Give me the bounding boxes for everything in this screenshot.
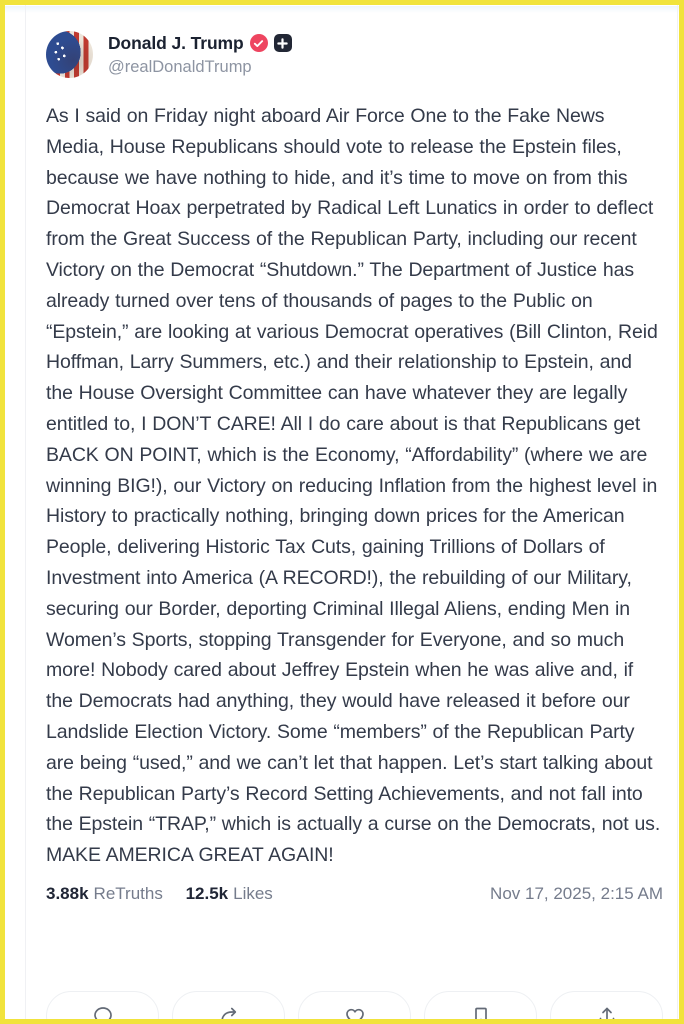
share-button[interactable] [550,991,663,1024]
reply-button[interactable] [46,991,159,1024]
retruth-icon [218,1005,240,1024]
likes-count[interactable]: 12.5k [185,883,229,903]
heart-icon [344,1005,366,1024]
actions-row [46,991,663,1024]
bookmark-icon [470,1005,492,1024]
retruths-stat[interactable] [46,884,163,903]
author-name-row [108,33,292,54]
stats-left [46,884,273,904]
share-icon [596,1005,618,1024]
post-body: As I said on Friday night aboard Air Force One to the Fake News Media, House Republicans should vote to release the Epstein files, because we have nothing to hide, and it’s time to move on from this Democrat Hoax perpetrated by Radical Left Lunatics in order to deflect from the Great Success of the Republican Party, including our recent Victory on the Democrat “Shutdown.” The Department of Justice has already turned over tens of thousands of pages to the Public on “Epstein,” are looking at various Democrat operatives (Bill Clinton, Reid Hoffman, Larry Summers, etc.) and their relationship to Epstein, and the House Oversight Committee can have whatever they are legally entitled to, I DON’T CARE! All I do care about is that Republicans get BACK ON POINT, which is the Economy, “Affordability” (where we are winning BIG!), our Victory on reducing Inflation from the highest level in History to practically nothing, bringing down prices for the American People, delivering Historic Tax Cuts, gaining Trillions of Dollars of Investment into America (A RECORD!), the rebuilding of our Military, securing our Border, deporting Criminal Illegal Aliens, ending Men in Women’s Sports, stopping Transgender for Everyone, and so much more! Nobody cared about Jeffrey Epstein when he was alive and, if the Democrats had anything, they would have released it before our Landslide Election Victory. Some “members” of the Republican Party are being “used,” and we can’t let that happen. Let’s start talking about the Republican Party’s Record Setting Achievements, and not fall into the Epstein “TRAP,” which is actually a curse on the Democrats, not us. MAKE AMERICA GREAT AGAIN! [46,105,661,867]
reply-icon [92,1005,114,1024]
like-button[interactable] [298,991,411,1024]
truth-plus-badge [274,34,292,52]
avatar[interactable] [46,31,93,78]
retruth-button[interactable] [172,991,285,1024]
author-handle[interactable]: @realDonaldTrump [108,57,252,76]
retruths-count[interactable]: 3.88k [46,883,89,903]
verified-badge [250,34,268,52]
retruths-label[interactable]: ReTruths [93,883,163,903]
author-display-name[interactable]: Donald J. Trump [108,32,244,53]
post-card-inner [25,5,678,1019]
author-block [108,33,292,77]
bookmark-button[interactable] [424,991,537,1024]
plus-icon [277,38,288,49]
timestamp: Nov 17, 2025, 2:15 AM [490,883,663,903]
check-icon [253,38,264,49]
post-header [46,31,663,78]
stats-row [46,884,663,904]
likes-stat[interactable] [186,884,273,903]
likes-label[interactable]: Likes [233,883,273,903]
